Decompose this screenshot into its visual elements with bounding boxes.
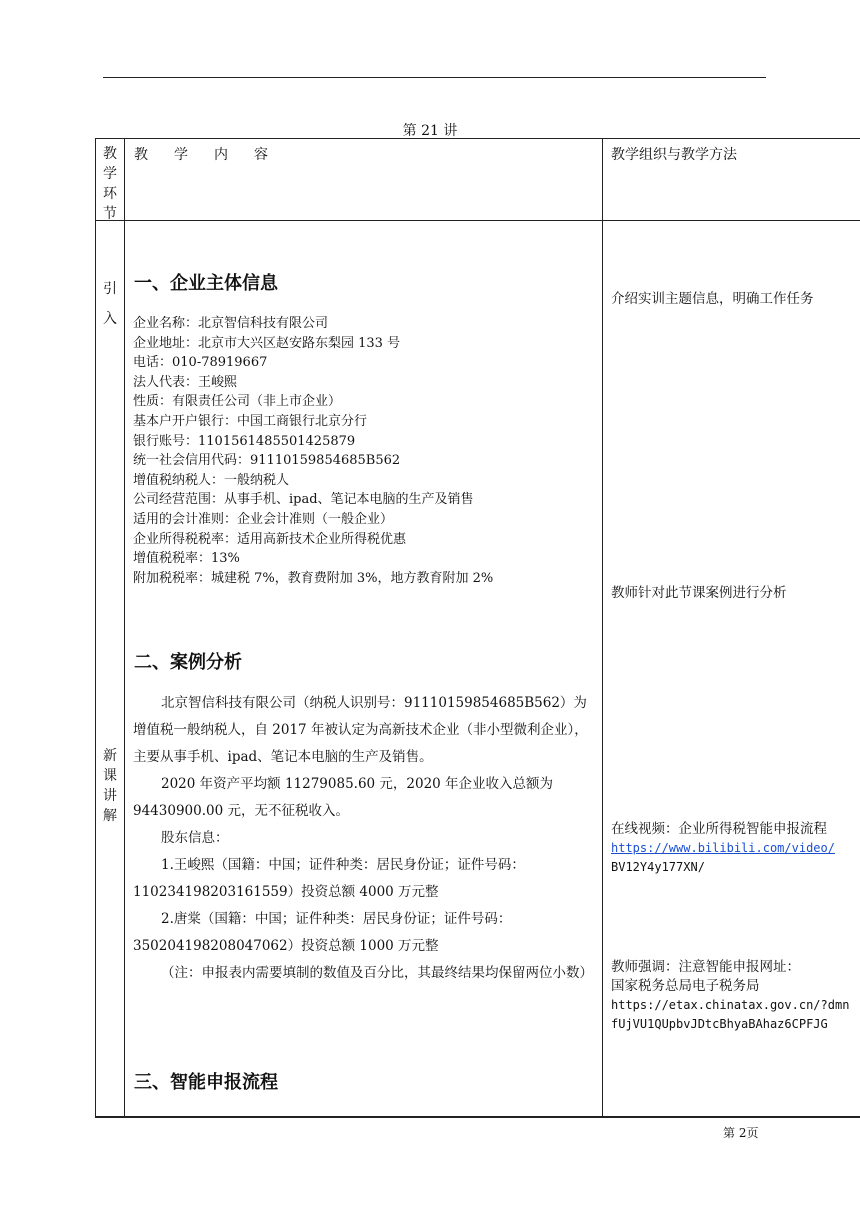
info-line: 企业地址：北京市大兴区赵安路东梨园 133 号 (133, 335, 401, 351)
company-info (133, 314, 493, 588)
method-video: 在线视频：企业所得税智能申报流程 https://www.bilibili.com/video/ BV12Y4y177XN/ (611, 820, 835, 877)
case-paragraph: 北京智信科技有限公司（纳税人识别号：91110159854685B562）为增值税一般纳税人，自 2017 年被认定为高新技术企业（非小型微利企业），主要从事手机、ipad、笔记本电脑的生产及销售。 (133, 695, 588, 765)
info-line: 基本户开户银行：中国工商银行北京分行 (133, 413, 368, 429)
info-line: 公司经营范围：从事手机、ipad、笔记本电脑的生产及销售 (133, 492, 474, 508)
info-line: 企业名称：北京智信科技有限公司 (133, 316, 329, 331)
info-line: 性质：有限责任公司（非上市企业） (133, 394, 342, 410)
video-link-tail: BV12Y4y177XN/ (611, 860, 705, 874)
table-left-border (95, 138, 96, 1117)
info-line: 增值税纳税人：一般纳税人 (133, 472, 290, 488)
case-paragraph: 2020 年资产平均额 11279085.60 元，2020 年企业收入总额为 94430900.00 元，无不征税收入。 (133, 776, 554, 819)
info-line: 增值税税率：13% (133, 551, 240, 567)
table-top-border (95, 138, 860, 139)
stage-column-divider (124, 138, 125, 1117)
method-analysis: 教师针对此节课案例进行分析 (611, 585, 787, 601)
section3-title: 三、智能申报流程 (134, 1072, 278, 1093)
header-content: 教 学 内 容 (134, 147, 274, 163)
table-header-border (95, 220, 860, 221)
section2-title: 二、案例分析 (134, 652, 242, 673)
info-line: 法人代表：王峻熙 (133, 374, 238, 390)
info-line: 银行账号：1101561485501425879 (133, 433, 356, 449)
info-line: 企业所得税税率：适用高新技术企业所得税优惠 (133, 531, 407, 547)
case-analysis (133, 690, 595, 987)
shareholder-1: 1.王峻熙（国籍：中国；证件种类：居民身份证；证件号码：110234198203161559）投资总额 4000 万元整 (133, 857, 525, 900)
header-method: 教学组织与教学方法 (611, 147, 737, 163)
info-line: 电话：010-78919667 (133, 355, 268, 371)
table-bottom-border (95, 1116, 860, 1118)
video-link[interactable]: https://www.bilibili.com/video/ (611, 841, 835, 855)
info-line: 附加税税率：城建税 7%，教育费附加 3%，地方教育附加 2% (133, 570, 494, 586)
header-stage: 教 学 环 节 (103, 146, 117, 222)
section1-title: 一、企业主体信息 (134, 273, 278, 294)
etax-url: https://etax.chinatax.gov.cn/?dmn (611, 998, 850, 1012)
etax-url-tail: fUjVU1QUpbvJDtcBhyaBAhaz6CPFJG (611, 1017, 828, 1031)
shareholder-2: 2.唐棠（国籍：中国；证件种类：居民身份证；证件号码：350204198208047062）投资总额 1000 万元整 (133, 911, 512, 954)
method-intro: 介绍实训主题信息，明确工作任务 (611, 291, 814, 307)
info-line: 适用的会计准则：企业会计准则（一般企业） (133, 511, 394, 527)
method-emphasis: 教师强调：注意智能申报网址： 国家税务总局电子税务局 https://etax.chinatax.gov.cn/?dmn fUjVU1QUpbvJDtcBhyaBAhaz6CPFJG (611, 958, 849, 1034)
header-rule (103, 77, 766, 78)
case-paragraph: 股东信息： (161, 830, 229, 846)
content-column-divider (602, 138, 603, 1117)
stage-intro: 引 入 (103, 281, 117, 327)
info-line: 统一社会信用代码：91110159854685B562 (133, 453, 401, 469)
lecture-title: 第 21 讲 (402, 123, 458, 139)
page-number: 第 2页 (723, 1126, 759, 1140)
case-note: （注：申报表内需要填制的数值及百分比，其最终结果均保留两位小数） (161, 965, 593, 981)
stage-new-lesson: 新 课 讲 解 (103, 748, 117, 824)
